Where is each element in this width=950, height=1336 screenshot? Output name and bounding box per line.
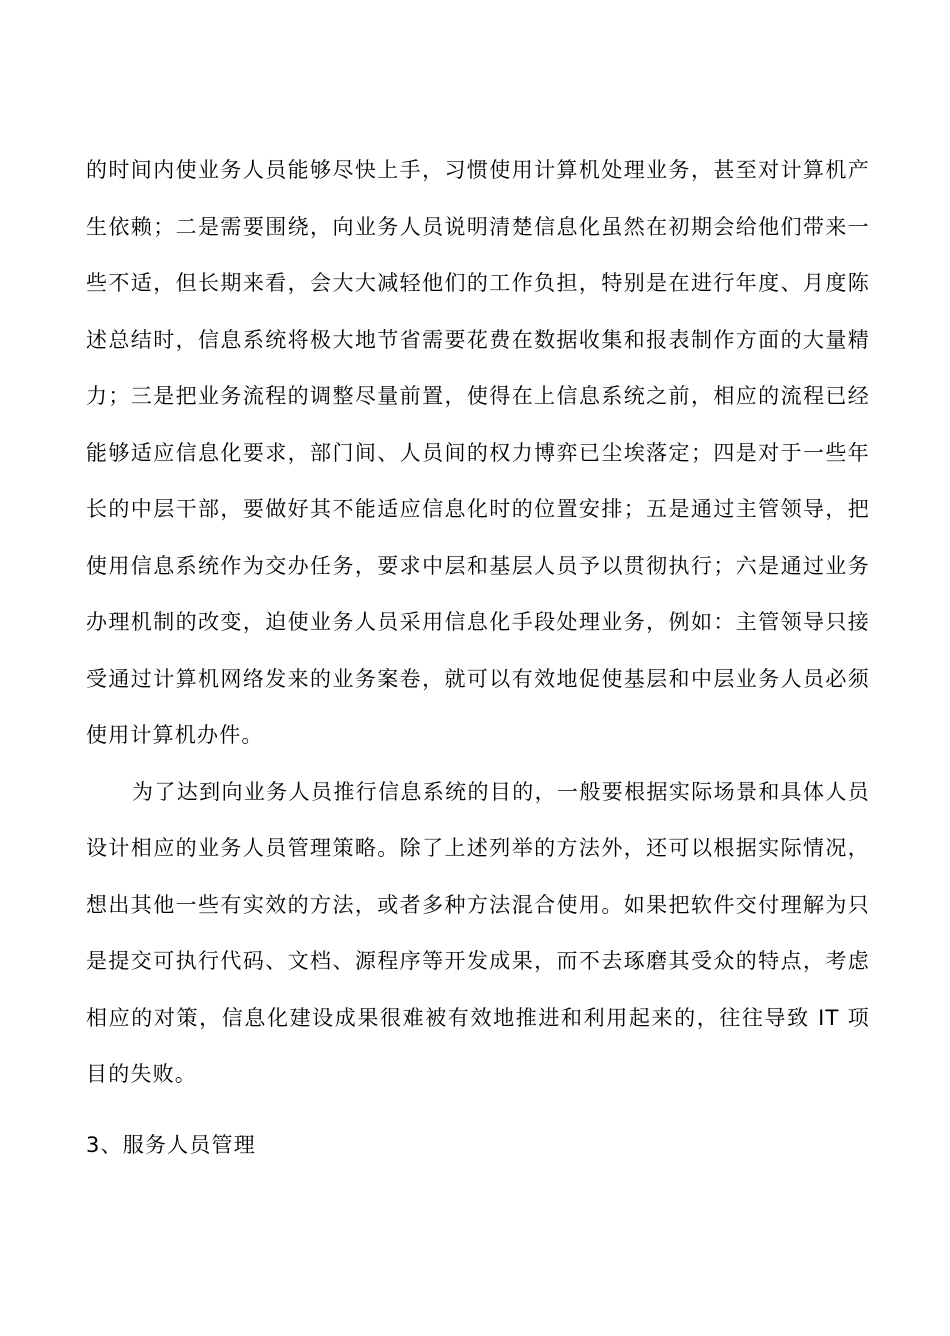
paragraph-continuation: 的时间内使业务人员能够尽快上手，习惯使用计算机处理业务，甚至对计算机产生依赖；二是需要围绕，向业务人员说明清楚信息化虽然在初期会给他们带来一些不适，但长期来看，会大大减轻他们的工作负担，特别是在进行年度、月度陈述总结时，信息系统将极大地节省需要花费在数据收集和报表制作方面的大量精力；三是把业务流程的调整尽量前置，使得在上信息系统之前，相应的流程已经能够适应信息化要求，部门间、人员间的权力博弈已尘埃落定；四是对于一些年长的中层干部，要做好其不能适应信息化时的位置安排；五是通过主管领导，把使用信息系统作为交办任务，要求中层和基层人员予以贯彻执行；六是通过业务办理机制的改变，迫使业务人员采用信息化手段处理业务，例如：主管领导只接受通过计算机网络发来的业务案卷，就可以有效地促使基层和中层业务人员必须使用计算机办件。 [86,158,870,747]
document-body [86,142,870,1173]
paragraph-strategy: 为了达到向业务人员推行信息系统的目的，一般要根据实际场景和具体人员设计相应的业务人员管理策略。除了上述列举的方法外，还可以根据实际情况，想出其他一些有实效的方法，或者多种方法混合使用。如果把软件交付理解为只是提交可执行代码、文档、源程序等开发成果，而不去琢磨其受众的特点，考虑相应的对策，信息化建设成果很难被有效地推进和利用起来的，往往导致 IT 项目的失败。 [86,779,870,1086]
section-heading: 3、服务人员管理 [86,1132,256,1157]
